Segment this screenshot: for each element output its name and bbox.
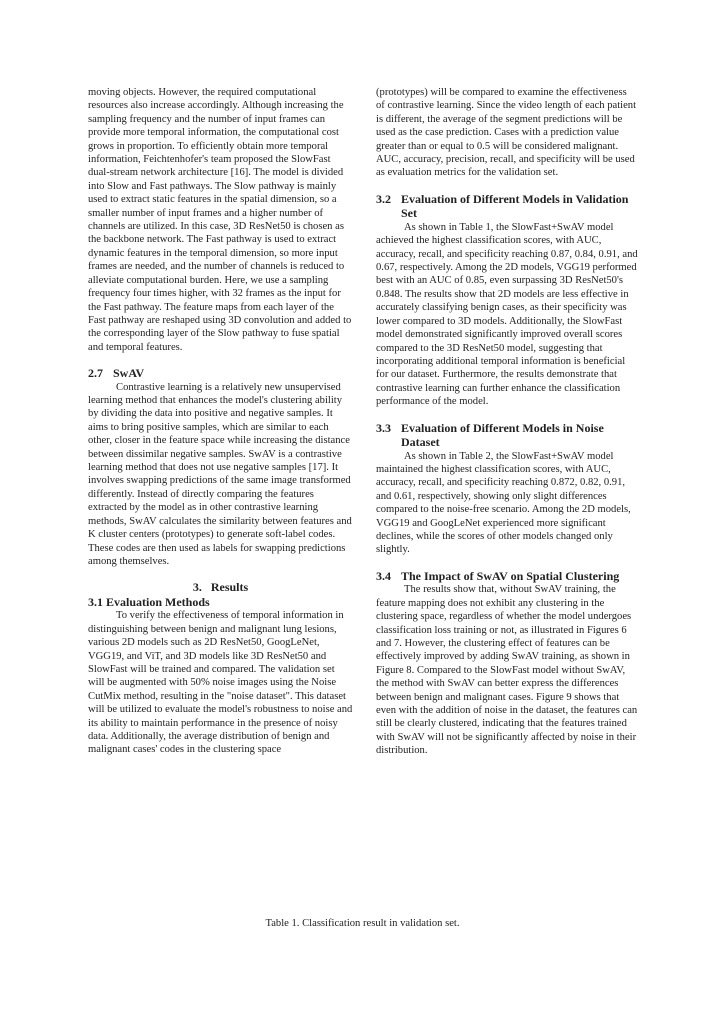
section-2-7-number: 2.7 bbox=[88, 366, 103, 381]
section-3-4-number: 3.4 bbox=[376, 568, 391, 583]
section-3-heading: 3. Results bbox=[192, 580, 249, 595]
section-3-4-title: The Impact of SwAV on Spatial Clustering bbox=[401, 568, 620, 583]
section-3-2-title: Evaluation of Different Models in Validation Set bbox=[401, 191, 629, 221]
section-3-2-number: 3.2 bbox=[376, 191, 391, 206]
right-intro-paragraph: (prototypes) will be compared to examine the effectiveness of contrastive learning. Since the video length of each patient is different, the average of the segment predictions will be used as the case prediction. Cases with a prediction value greater than or equal to 0.5 will be considered malignant. AUC, accuracy, precision, recall, and specificity will be used as evaluation metrics for the validation set. bbox=[376, 87, 637, 179]
section-3-4-heading bbox=[376, 569, 638, 584]
section-3-3-body: As shown in Table 2, the SlowFast+SwAV model maintained the highest classification scores, with AUC, accuracy, recall, and specificity reaching 0.872, 0.82, 0.91, and 0.61, respectively, showing only slight differences compared to the noise-free scenario. Among the 2D models, VGG19 and GoogLeNet experienced more significant declines, while the scores of other models changed only slightly. bbox=[376, 450, 631, 556]
section-3-3-number: 3.3 bbox=[376, 420, 391, 435]
section-2-7-body: Contrastive learning is a relatively new unsupervised learning method that enhances the model's clustering ability by dividing the data into positive and negative samples. It aims to bring positive samples, which are similar to each other, closer in the feature space while increasing the distance between dissimilar negative samples. SwAV is a contrastive learning method that does not use negative samples [17]. It involves swapping predictions of the same image transformed differently. Instead of directly comparing the features extracted by the model as in other contrastive learning methods, SwAV calculates the similarity between features and K cluster centers (prototypes) to generate soft-label codes. These codes are then used as labels for swapping predictions among themselves. bbox=[88, 381, 352, 567]
section-3-2-heading bbox=[376, 192, 638, 221]
section-3-1-body: To verify the effectiveness of temporal information in distinguishing between benign and malignant lung lesions, various 2D models such as 2D ResNet50, GoogLeNet, VGG19, and ViT, and 3D models like 3D ResNet50 and SlowFast will be trained and compared. The validation set will be augmented with 50% noise images using the Noise CutMix method, resulting in the "noise dataset". This dataset will be utilized to evaluate the model's robustness to noise and its ability to maintain performance in the presence of noisy data. Additionally, the average distribution of benign and malignant cases' codes in the clustering space bbox=[88, 610, 353, 756]
right-column bbox=[376, 86, 638, 758]
table-caption: Table 1. Classification result in validation set. bbox=[265, 918, 460, 929]
section-2-7-heading bbox=[88, 366, 353, 381]
section-3-3-title: Evaluation of Different Models in Noise Dataset bbox=[401, 420, 604, 450]
section-3-3-heading bbox=[376, 421, 638, 450]
section-3-4-body: The results show that, without SwAV training, the feature mapping does not exhibit any clustering in the clustering space, regardless of whether the model undergoes classification loss training or not, as illustrated in Figures 6 and 7. However, the clustering effect of features can be effectively improved by adding SwAV training, as shown in Figure 8. Compared to the SlowFast model without SwAV, the method with SwAV can better express the differences between benign and malignant cases. Figure 9 shows that even with the addition of noise in the dataset, the features can still be clearly clustered, indicating that the features trained with SwAV will not be significantly affected by noise in their distribution. bbox=[376, 584, 638, 757]
section-3-1-heading: 3.1 Evaluation Methods bbox=[88, 594, 210, 609]
left-intro-paragraph: moving objects. However, the required computational resources also increase accordingly. Although increasing the sampling frequency and the number of input frames can provide more temporal information, the computational cost grows in proportion. To efficiently obtain more temporal information, Feichtenhofer's team proposed the SlowFast dual-stream network architecture [16]. The model is divided into Slow and Fast pathways. The Slow pathway is mainly used to extract static features in the spatial dimension, so a smaller number of input frames and a higher number of channels are utilized. In this case, 3D ResNet50 is chosen as the backbone network. The Fast pathway is used to extract dynamic features in the temporal dimension, so more input frames are needed, and the number of channels is reduced to alleviate computational burden. Here, we use a sampling frequency four times higher, with 32 frames as the input for the Fast pathway. The feature maps from each layer of the Fast pathway are reshaped using 3D convolution and added to the corresponding layer of the Slow pathway to fuse spatial and temporal features. bbox=[88, 87, 352, 353]
section-3-2-body: As shown in Table 1, the SlowFast+SwAV model achieved the highest classification scores, with AUC, accuracy, recall, and specificity reaching 0.87, 0.84, 0.91, and 0.67, respectively. Among the 2D models, VGG19 performed best with an AUC of 0.85, even surpassing 3D ResNet50's 0.848. The results show that 2D models are less effective in accurately classifying benign cases, as their specificity was lower compared to 3D models. Additionally, the SlowFast model demonstrated significantly improved overall scores compared to the 3D ResNet50 model, suggesting that incorporating additional temporal information is beneficial for our dataset. Furthermore, the results demonstrate that contrastive learning can further enhance the classification performance of the model. bbox=[376, 221, 638, 408]
left-column bbox=[88, 86, 353, 757]
section-2-7-title: SwAV bbox=[113, 366, 145, 381]
